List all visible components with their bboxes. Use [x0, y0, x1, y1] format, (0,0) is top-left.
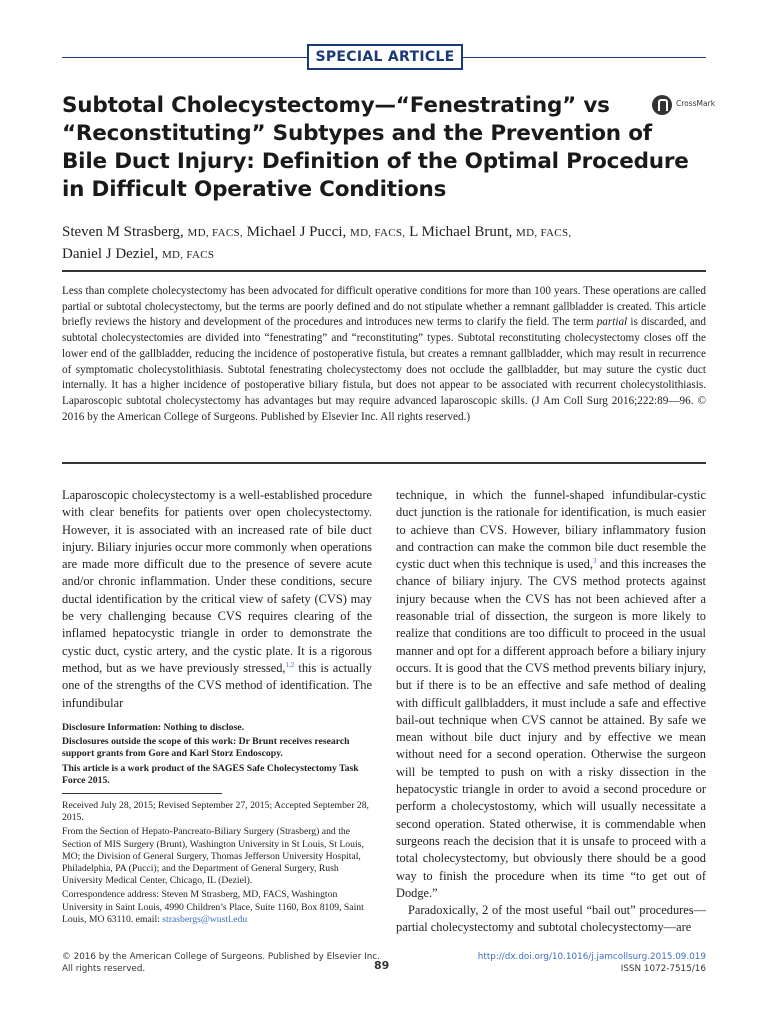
author-degrees: MD, FACS, — [187, 227, 243, 239]
correspondence — [62, 889, 374, 926]
received-dates: Received July 28, 2015; Revised September 27, 2015; Accepted September 28, 2015. — [62, 800, 369, 824]
title-line: in Difficult Operative Conditions — [62, 177, 447, 202]
author-degrees: MD, FACS — [161, 249, 215, 261]
task-force-note: This article is a work product of the SAGES Safe Cholecystectomy Task Force 2015. — [62, 762, 359, 786]
affiliations: From the Section of Hepato-Pancreato-Biliary Surgery (Strasberg) and the Section of MIS Surgery (Brunt), Washington University in St Louis, St Louis, MO; the Division of General Surgery, Thomas Jefferson University Hospital, Philadelphia, PA (Pucci); and the Department of General Surgery, Rush University Medical Center, Chicago, IL (Deziel). — [62, 826, 364, 887]
disclosure-info: Disclosure Information: Nothing to disclose. — [62, 722, 244, 733]
title-line: Subtotal Cholecystectomy—“Fenestrating” vs — [62, 93, 610, 118]
abstract-text: Less than complete cholecystectomy has been advocated for difficult operative conditions for more than 100 years. These operations are called partial or subtotal cholecystectomy, but the terms are poorly defined and do not stipulate whether a remnant gallbladder is created. This article briefly reviews the history and development of the procedures and introduces new terms to clarify the field. The term — [62, 285, 706, 329]
crossmark-badge[interactable] — [652, 95, 732, 117]
crossmark-icon — [652, 95, 672, 115]
footer-doi-block — [406, 952, 706, 975]
body-paragraph — [62, 487, 372, 712]
author-degrees: MD, FACS, — [516, 227, 572, 239]
abstract-top-rule — [62, 270, 706, 272]
abstract-bottom-rule — [62, 462, 706, 464]
author-list — [62, 222, 702, 266]
citation-link[interactable]: 3 — [592, 557, 597, 566]
author-name: L Michael Brunt, — [409, 224, 513, 240]
issn: ISSN 1072-7515/16 — [620, 963, 706, 974]
page-footer — [62, 952, 706, 976]
body-column-left — [62, 487, 372, 712]
body-text: Laparoscopic cholecystectomy is a well-established procedure with clear benefits for patients over open cholecystectomy. However, it is associated with an increased rate of bile duct injury. Biliary injuries occur more commonly when operations are made more difficult due to the presence of severe acute and/or chronic inflammation. Under these conditions, secure ductal identification by the critical view of safety (CVS) may be very challenging because CVS requires clearing of the inflamed hepatocystic triangle in order to demonstrate the cystic duct, cystic artery, and the cystic plate. It is a rigorous method, but as we have previously stressed, — [62, 488, 372, 675]
abstract — [62, 284, 706, 425]
abstract-italic-term: partial — [596, 316, 628, 329]
copyright-line: © 2016 by the American College of Surgeons. Published by Elsevier Inc. — [62, 952, 380, 962]
body-paragraph — [396, 487, 706, 902]
body-text: and this increases the chance of biliary injury. The CVS method protects against injury because when the CVS has not been achieved after a reasonable trial of dissection, the surgeon is more likely to realize that conditions are too difficult to proceed in the usual manner and opt for a different approach before a biliary injury occurs. It is good that the CVS method prevents biliary injury, but if there is to be an effective and safe method of dealing with difficult gallbladders, it must include a safe and effective bail-out technique when CVS cannot be attained. By safe we mean without bile duct injury and by effective we mean without need for a second operation. Otherwise the surgeon will be tempted to push on with a risky dissection in the hepatocystic triangle in order to avoid a second procedure or perform a cholecystostomy, which will usually necessitate a second operation. Stated otherwise, it is commendable when surgeons reach the decision that it is unsafe to proceed with a total cholecystectomy, but obviously there should be a good way to finish the procedure when its time “to get out of Dodge.” — [396, 557, 706, 900]
abstract-text: is discarded, and subtotal cholecystectomies are divided into “fenestrating” and “reconstituting” types. Subtotal reconstituting cholecystectomy closes off the lower end of the gallbladder, reducing the incidence of postoperative fistula, but creates a remnant gallbladder, which may result in recurrence of symptomatic cholecystolithiasis. Subtotal fenestrating cholecystectomy does not occlude the gallbladder, but may suture the cystic duct internally. It has a higher incidence of postoperative biliary fistula, but does not appear to be associated with recurrent cholecystolithiasis. Laparoscopic subtotal cholecystectomy has advantages but may require advanced laparoscopic skills. (J Am Coll Surg 2016;222:89—96. © 2016 by the American College of Surgeons. Published by Elsevier Inc. All rights reserved.) — [62, 316, 706, 423]
rights-line: All rights reserved. — [62, 963, 146, 974]
correspondence-text: Correspondence address: Steven M Strasberg, MD, FACS, Washington University in Saint Louis, 4990 Children’s Place, Suite 1160, Box 8109, Saint Louis, MO 63110. email: — [62, 889, 364, 925]
section-header — [62, 44, 706, 72]
article-notes — [62, 722, 374, 928]
body-column-right — [396, 487, 706, 937]
doi-link[interactable]: http://dx.doi.org/10.1016/j.jamcollsurg.2015.09.019 — [477, 952, 706, 962]
email-link[interactable]: strasbergs@wustl.edu — [162, 913, 248, 925]
article-title — [62, 92, 689, 204]
section-label: SPECIAL ARTICLE — [307, 44, 463, 70]
disclosures-outside: Disclosures outside the scope of this work: Dr Brunt receives research support grants from Gore and Karl Storz Endoscopy. — [62, 736, 350, 760]
page-number: 89 — [374, 959, 390, 972]
footer-copyright — [62, 952, 382, 975]
author-degrees: MD, FACS, — [349, 227, 406, 239]
body-paragraph: Paradoxically, 2 of the most useful “bail out” procedures—partial cholecystectomy and subtotal cholecystectomy—are — [396, 903, 706, 935]
citation-link[interactable]: 1,2 — [285, 660, 295, 669]
crossmark-label: CrossMark — [676, 99, 716, 108]
body-text: technique, in which the funnel-shaped infundibular-cystic duct junction is the rationale for identification, is much easier to achieve than CVS. However, biliary inflammatory fusion and contraction can make the common bile duct resemble the cystic duct when this technique is used, — [396, 488, 706, 572]
author-name: Michael J Pucci, — [246, 224, 347, 240]
notes-divider — [62, 793, 222, 794]
title-line: Bile Duct Injury: Definition of the Optimal Procedure — [62, 149, 689, 174]
author-name: Daniel J Deziel, — [62, 246, 159, 262]
author-name: Steven M Strasberg, — [62, 224, 184, 240]
title-line: “Reconstituting” Subtypes and the Prevention of — [62, 121, 652, 146]
body-text: this is actually one of the strengths of the CVS method of identification. The infundibular — [62, 660, 372, 710]
